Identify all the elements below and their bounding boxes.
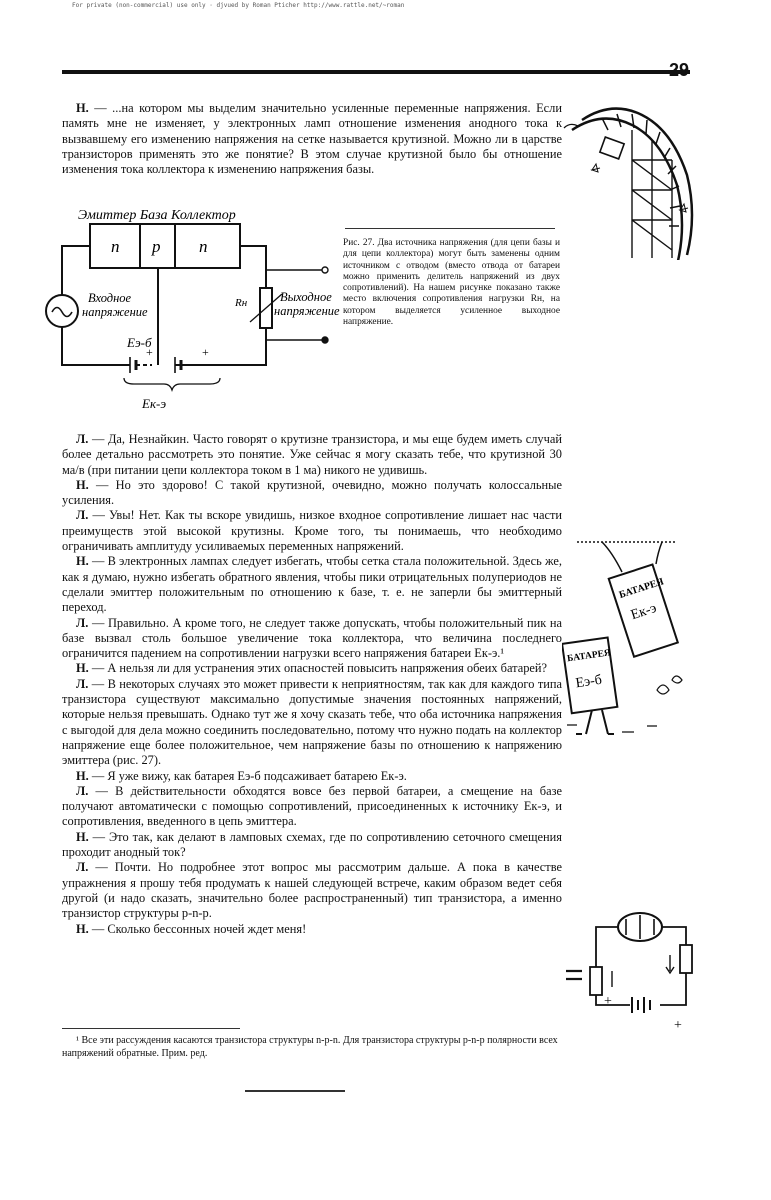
load-label: Rн (235, 297, 248, 309)
top-note: For private (non-commercial) use only · djvued by Roman Pticher http://www.rattle.net/~roman (72, 2, 405, 9)
battery-plus-2: + (202, 345, 209, 359)
roller-coaster-illustration (562, 100, 702, 260)
dialogue-line: Н. — В электронных лампах следует избегать, чтобы сетка стала положительной. Здесь же, как я думаю, нужно избегать обратного явления, чтобы пики отрицательных полупериодов не сделали эмиттер положительным по отношению к базе, т. е. не заперли бы эмиттерный переход. (62, 554, 562, 615)
battery-character-illustration (562, 520, 697, 740)
dialogue-line: Н. — Но это здорово! С такой крутизной, очевидно, можно получать колоссальные усиления. (62, 477, 562, 508)
dialogue-line: Л. — Увы! Нет. Как ты вскоре увидишь, низкое входное сопротивление лишает нас части преимуществ этой высокой крутизны. Кроме того, ты понимаешь, что необходимо ограничивать амплитуду усиливаемых переменных напряжений. (62, 508, 562, 554)
figure-caption: Рис. 27. Два источника напряжения (для цепи базы и для цепи коллектора) могут быть заменены одним источником с отводом (вместо отвода от батареи можно применить делитель напряжений из двух сопротивлений). На нашем рисунке показано также место включения сопротивления нагрузки Rн, на котором выделяется усиленное выходное напряжение. (343, 238, 560, 328)
input-label-line1: Входное (88, 291, 132, 305)
region-emitter: n (111, 237, 120, 256)
eeb-label: Eэ-б (127, 335, 152, 350)
battery-eb-label: БАТАРЕЯ (566, 648, 612, 665)
dialogue-block (62, 432, 562, 937)
speaker-label: Н. (76, 101, 89, 115)
battery-eb-sub: Eэ-б (574, 672, 603, 692)
footnote-rule (62, 1028, 240, 1029)
battery-ke-sub: Eк-э (629, 600, 659, 624)
page-end-rule (245, 1090, 345, 1092)
dialogue-line: Н. — Я уже вижу, как батарея Eэ-б подсаживает батарею Eк-э. (76, 768, 407, 783)
battery-plus-1: + (146, 345, 153, 359)
region-base: p (152, 237, 161, 256)
input-label-line2: напряжение (82, 305, 148, 319)
output-label-line2: напряжение (274, 304, 340, 318)
dialogue-line: Л. — Почти. Но подробнее этот вопрос мы рассмотрим дальше. А пока в качестве упражнения я прошу тебя продумать к нашей следующей встрече, каким образом ведет себя другой (и надо сказать, значительно более распространенный) тип транзистора, а именно транзистор структуры p-n-p. (62, 860, 562, 921)
output-label-line1: Выходное (280, 290, 332, 304)
intro-paragraph (62, 101, 562, 177)
dialogue-line: Л. — Да, Незнайкин. Часто говорят о крутизне транзистора, и мы еще будем иметь случай более детально рассмотреть это понятие. Уже сейчас я могу сказать тебе, что крутизной 30 ма/в (при питании цепи коллектора током в 1 ма) никого не удивишь. (62, 432, 562, 477)
battery-ke-label: БАТАРЕЯ (617, 576, 666, 601)
dialogue-line: Л. — В некоторых случаях это может привести к неприятностям, так как для каждого типа транзистора существуют максимально допустимые значения постоянных напряжений, которые нельзя превышать. Однако тут же я хочу сказать тебе, что оба источника напряжения с выгодой для дела можно соединить последовательно, потому что нужно подать на коллектор напряжение еще более положительное, чем напряжение базы по отношению к напряжению эмиттера (рис. 27). (62, 676, 562, 768)
dialogue-line: Л. — Правильно. А кроме того, не следует также допускать, чтобы положительный пик на базе вызвал столь большое увеличение тока коллектора, что величина последнего ограничится падением на сопротивлении нагрузки всего напряжения батареи Eк-э.¹ (62, 615, 562, 661)
page-number: 29 (669, 60, 690, 80)
footnote: ¹ Все эти рассуждения касаются транзистора структуры n-p-n. Для транзистора структуры p-n-p полярности всех напряжений обратные. Прим. ред. (62, 1035, 558, 1059)
dialogue-line: Л. — В действительности обходятся вовсе без первой батареи, а смещение на базе получают автоматически с помощью сопротивлений, присоединенных к источнику Eк-э, и сопротивления, введенного в цепь эмиттера. (62, 783, 562, 829)
region-collector: n (199, 237, 208, 256)
dialogue-line: Н. — Сколько бессонных ночей ждет меня! (76, 921, 307, 936)
caption-rule (345, 228, 555, 229)
circuit-diagram (30, 200, 350, 425)
small-plus-2: + (674, 1018, 682, 1030)
figure-header-label: Эмиттер База Коллектор (78, 208, 236, 223)
header-rule (62, 70, 690, 74)
small-plus-1: + (604, 994, 612, 1009)
dialogue-line: Н. — Это так, как делают в ламповых схемах, где по сопротивлению сеточного смещения проходит анодный ток? (62, 829, 562, 860)
dialogue-line: Н. — А нельзя ли для устранения этих опасностей повысить напряжения обеих батарей? (76, 661, 548, 676)
intro-text: — ...на котором мы выделим значительно усиленные переменные напряжения. Если память мне не изменяет, у электронных ламп отношение изменения анодного тока к вызвавшему его изменению напряжения на сетке называется крутизной. Можно ли в царстве транзисторов применять это же понятие? В этом случае крутизной было бы отношение изменения тока коллектора к изменению напряжения базы. (62, 101, 562, 177)
ekk-label: Eк-э (142, 396, 167, 411)
small-circuit-illustration (560, 905, 700, 1030)
